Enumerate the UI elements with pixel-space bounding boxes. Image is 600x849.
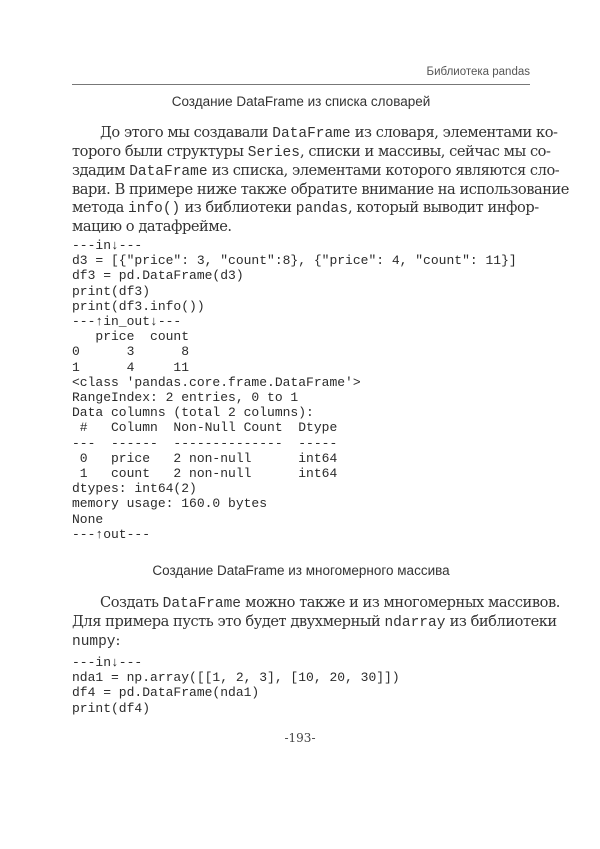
- text-run: из словаря, элементами ко-: [350, 124, 558, 141]
- text-run: можно также и из многомерных массивов.: [240, 594, 560, 611]
- inline-code: numpy: [72, 634, 116, 650]
- text-run: , списки и массивы, сейчас мы со-: [299, 143, 551, 160]
- code-line: memory usage: 160.0 bytes: [72, 496, 268, 512]
- paragraph-line: [72, 613, 557, 632]
- paragraph-line: [72, 143, 551, 162]
- code-line: <class 'pandas.core.frame.DataFrame'>: [72, 374, 361, 390]
- code-line: nda1 = np.array([[1, 2, 3], [10, 20, 30]]): [72, 670, 400, 686]
- paragraph-line: [72, 632, 530, 651]
- section-heading-list-of-dicts: Создание DataFrame из списка словарей: [171, 94, 431, 109]
- code-line: ---in↓---: [72, 655, 143, 670]
- text-run: метода: [72, 199, 129, 216]
- text-run: здадим: [72, 162, 130, 179]
- code-line: 1 count 2 non-null int64: [72, 466, 338, 482]
- paragraph-line: [72, 181, 569, 199]
- code-line: 1 4 11: [72, 359, 190, 375]
- text-run: вари. В примере ниже также обратите внимание на использование: [72, 181, 569, 198]
- paragraph-line: [72, 218, 530, 236]
- inline-code: DataFrame: [129, 164, 208, 180]
- paragraph-line: [72, 124, 558, 143]
- code-line: ---in↓---: [72, 238, 143, 253]
- running-header: Библиотека pandas: [426, 66, 530, 78]
- section2-paragraph: [72, 594, 560, 651]
- code-line: df3 = pd.DataFrame(d3): [72, 268, 244, 284]
- section-heading-ndarray: Создание DataFrame из многомерного массива: [152, 563, 450, 578]
- code-line: None: [72, 511, 104, 527]
- text-run: Создать: [100, 594, 163, 611]
- code-line: Data columns (total 2 columns):: [72, 405, 314, 421]
- text-run: из библиотеки: [445, 613, 557, 630]
- paragraph-line: [72, 594, 560, 613]
- code-line: 0 price 2 non-null int64: [72, 450, 338, 466]
- paragraph-line: [72, 162, 560, 181]
- inline-code: DataFrame: [272, 126, 351, 142]
- text-run: из списка, элементами которого являются сло-: [207, 162, 560, 179]
- header-rule: [72, 84, 530, 85]
- code-line: df4 = pd.DataFrame(nda1): [72, 685, 260, 701]
- code-line: --- ------ -------------- -----: [72, 435, 338, 451]
- inline-code: pandas: [295, 201, 348, 217]
- code-line: print(df3): [72, 283, 151, 299]
- text-run: Для примера пусть это будет двухмерный: [72, 613, 385, 630]
- inline-code: info(): [128, 201, 181, 217]
- text-run: торого были структуры: [72, 143, 248, 160]
- code-line: print(df3.info()): [72, 298, 205, 314]
- paragraph-line: [72, 199, 539, 218]
- code-line: print(df4): [72, 700, 151, 716]
- section2-code-block: [72, 655, 400, 716]
- text-run: из библиотеки: [180, 199, 296, 216]
- code-line: 0 3 8: [72, 344, 190, 360]
- inline-code: Series: [247, 145, 300, 161]
- code-line: ---↑out---: [72, 526, 151, 542]
- text-run: До этого мы создавали: [100, 124, 273, 141]
- text-run: , который выводит инфор-: [347, 199, 539, 216]
- code-line: RangeIndex: 2 entries, 0 to 1: [72, 390, 299, 406]
- inline-code: DataFrame: [162, 596, 241, 612]
- section1-code-block: [72, 238, 517, 542]
- page-number: -193-: [284, 731, 316, 745]
- code-line: price count: [72, 329, 190, 345]
- text-run: :: [115, 632, 120, 649]
- code-line: ---↑in_out↓---: [72, 314, 182, 330]
- code-line: # Column Non-Null Count Dtype: [72, 420, 338, 436]
- section1-paragraph: [72, 124, 569, 236]
- code-line: d3 = [{"price": 3, "count":8}, {"price": 4, "count": 11}]: [72, 253, 517, 269]
- code-line: dtypes: int64(2): [72, 481, 197, 497]
- text-run: мацию о датафрейме.: [72, 218, 232, 235]
- inline-code: ndarray: [384, 615, 446, 631]
